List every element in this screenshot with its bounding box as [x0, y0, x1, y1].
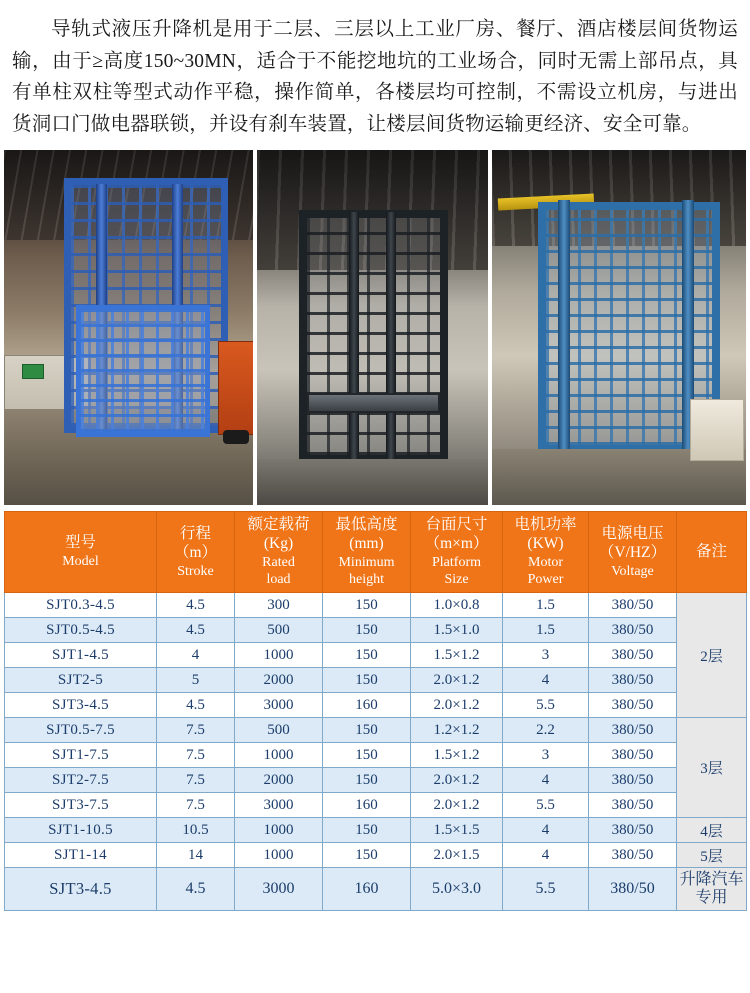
cell-size: 1.5×1.0	[411, 618, 503, 643]
cell-height: 150	[323, 618, 411, 643]
header-load-unit: (Kg)	[263, 535, 294, 553]
intro-description	[0, 0, 750, 150]
header-size-cn: 台面尺寸	[425, 516, 488, 534]
cell-remark-2-floor: 2层	[677, 593, 747, 718]
cell-load: 2000	[235, 668, 323, 693]
cell-size: 1.5×1.2	[411, 743, 503, 768]
column-header-remark	[677, 512, 747, 593]
header-stroke-cn: 行程	[179, 524, 211, 542]
cell-stroke: 7.5	[157, 743, 235, 768]
cell-power: 4	[503, 843, 589, 868]
cell-load: 300	[235, 593, 323, 618]
table-row	[5, 868, 747, 911]
cell-voltage: 380/50	[589, 618, 677, 643]
photo1-forklift	[218, 341, 253, 435]
photo2-guide-rail-left	[349, 212, 359, 461]
cell-model: SJT0.5-7.5	[5, 718, 157, 743]
cell-stroke: 4.5	[157, 693, 235, 718]
table-row	[5, 618, 747, 643]
photo3-stored-goods	[690, 399, 744, 461]
header-power-unit: (KW)	[527, 535, 564, 553]
cell-stroke: 4.5	[157, 618, 235, 643]
cell-power: 4	[503, 668, 589, 693]
cell-load: 3000	[235, 793, 323, 818]
cell-height: 150	[323, 593, 411, 618]
header-size-en1: Platform	[432, 555, 481, 571]
cell-power: 1.5	[503, 593, 589, 618]
cell-model: SJT1-4.5	[5, 643, 157, 668]
cell-model: SJT1-10.5	[5, 818, 157, 843]
table-row	[5, 693, 747, 718]
cell-model: SJT0.3-4.5	[5, 593, 157, 618]
cell-voltage: 380/50	[589, 868, 677, 911]
header-power-en1: Motor	[528, 555, 563, 571]
header-load-cn: 额定载荷	[247, 516, 310, 534]
header-voltage-unit: （V/HZ）	[598, 543, 667, 561]
table-row	[5, 668, 747, 693]
cell-load: 1000	[235, 743, 323, 768]
cell-load: 1000	[235, 843, 323, 868]
cell-stroke: 7.5	[157, 793, 235, 818]
photo2-floor	[257, 459, 488, 505]
cell-height: 150	[323, 668, 411, 693]
intro-paragraph: 导轨式液压升降机是用于二层、三层以上工业厂房、餐厅、酒店楼层间货物运输，由于≥高度150~30MN，适合于不能挖地坑的工业场合，同时无需上部吊点，具有单柱双柱等型式动作平稳，操作简单，各楼层均可控制，不需设立机房，与进出货洞口门做电器联锁，并设有刹车装置，让楼层间货物运输更经济、安全可靠。	[12, 19, 738, 135]
photo3-guide-rail-left	[558, 200, 570, 455]
header-load-en1: Rated	[262, 555, 295, 571]
cell-size: 2.0×1.2	[411, 668, 503, 693]
photo1-green-sign	[22, 364, 44, 379]
cell-size: 2.0×1.5	[411, 843, 503, 868]
cell-load: 500	[235, 718, 323, 743]
cell-voltage: 380/50	[589, 693, 677, 718]
cell-stroke: 4	[157, 643, 235, 668]
header-model-en: Model	[62, 554, 99, 570]
cell-height: 150	[323, 768, 411, 793]
header-voltage-cn: 电源电压	[601, 524, 664, 542]
cell-height: 150	[323, 718, 411, 743]
cell-voltage: 380/50	[589, 718, 677, 743]
cell-model: SJT3-4.5	[5, 868, 157, 911]
column-header-motor-power	[503, 512, 589, 593]
header-size-en2: Size	[444, 572, 469, 588]
cell-model: SJT1-14	[5, 843, 157, 868]
table-header-row	[5, 512, 747, 593]
cell-size: 1.5×1.2	[411, 643, 503, 668]
spec-table-wrapper	[0, 505, 750, 915]
table-row	[5, 818, 747, 843]
cell-size: 1.5×1.5	[411, 818, 503, 843]
header-power-en2: Power	[527, 572, 564, 588]
cell-load: 2000	[235, 768, 323, 793]
header-height-en2: height	[349, 572, 384, 588]
cell-load: 3000	[235, 868, 323, 911]
cell-stroke: 4.5	[157, 593, 235, 618]
photo2-platform	[307, 393, 440, 413]
cell-model: SJT1-7.5	[5, 743, 157, 768]
column-header-model	[5, 512, 157, 593]
header-remark-cn: 备注	[695, 542, 727, 560]
cell-remark-3-floor: 3层	[677, 718, 747, 818]
photo-dark-frame-hydraulic-lift	[257, 150, 488, 505]
specification-table	[4, 511, 747, 911]
photo2-lift-frame	[299, 210, 448, 463]
cell-voltage: 380/50	[589, 818, 677, 843]
cell-power: 5.5	[503, 693, 589, 718]
column-header-platform-size	[411, 512, 503, 593]
table-row	[5, 718, 747, 743]
cell-model: SJT3-4.5	[5, 693, 157, 718]
header-power-cn: 电机功率	[514, 516, 577, 534]
cell-load: 1000	[235, 643, 323, 668]
cell-power: 5.5	[503, 868, 589, 911]
cell-voltage: 380/50	[589, 843, 677, 868]
cell-power: 3	[503, 743, 589, 768]
table-row	[5, 793, 747, 818]
cell-model: SJT0.5-4.5	[5, 618, 157, 643]
cell-height: 150	[323, 818, 411, 843]
cell-height: 160	[323, 868, 411, 911]
cell-voltage: 380/50	[589, 668, 677, 693]
cell-stroke: 14	[157, 843, 235, 868]
cell-voltage: 380/50	[589, 593, 677, 618]
header-height-en1: Minimum	[338, 555, 395, 571]
cell-voltage: 380/50	[589, 643, 677, 668]
remark-car-lift-line1: 升降汽车	[679, 870, 744, 888]
cell-remark-4-floor: 4层	[677, 818, 747, 843]
cell-load: 1000	[235, 818, 323, 843]
cell-stroke: 7.5	[157, 718, 235, 743]
cell-size: 2.0×1.2	[411, 768, 503, 793]
photo2-guide-rail-right	[386, 212, 396, 461]
header-stroke-en: Stroke	[177, 563, 214, 579]
table-body	[5, 593, 747, 911]
header-height-cn: 最低高度	[335, 516, 398, 534]
cell-model: SJT2-5	[5, 668, 157, 693]
cell-power: 2.2	[503, 718, 589, 743]
header-stroke-unit: （m）	[173, 543, 218, 561]
cell-height: 160	[323, 793, 411, 818]
column-header-minimum-height	[323, 512, 411, 593]
header-size-unit: （m×m）	[424, 535, 489, 553]
cell-load: 500	[235, 618, 323, 643]
cell-stroke: 4.5	[157, 868, 235, 911]
cell-remark-car-lift	[677, 868, 747, 911]
cell-model: SJT2-7.5	[5, 768, 157, 793]
table-row	[5, 593, 747, 618]
cell-height: 160	[323, 693, 411, 718]
cell-power: 3	[503, 643, 589, 668]
photo1-cargo-cage	[76, 305, 210, 437]
photo-blue-cage-goods-lift	[492, 150, 746, 505]
cell-model: SJT3-7.5	[5, 793, 157, 818]
cell-size: 5.0×3.0	[411, 868, 503, 911]
cell-remark-5-floor: 5层	[677, 843, 747, 868]
cell-size: 1.0×0.8	[411, 593, 503, 618]
cell-voltage: 380/50	[589, 793, 677, 818]
cell-size: 2.0×1.2	[411, 693, 503, 718]
header-load-en2: load	[266, 572, 291, 588]
header-height-unit: (mm)	[349, 535, 384, 553]
cell-voltage: 380/50	[589, 743, 677, 768]
cell-stroke: 10.5	[157, 818, 235, 843]
photo-blue-guide-rail-lift-in-workshop	[4, 150, 253, 505]
cell-power: 4	[503, 818, 589, 843]
cell-size: 1.2×1.2	[411, 718, 503, 743]
header-model-cn: 型号	[64, 534, 96, 552]
cell-stroke: 5	[157, 668, 235, 693]
product-photo-strip	[0, 150, 750, 505]
cell-power: 5.5	[503, 793, 589, 818]
column-header-voltage	[589, 512, 677, 593]
cell-height: 150	[323, 743, 411, 768]
table-row	[5, 843, 747, 868]
cell-voltage: 380/50	[589, 768, 677, 793]
table-row	[5, 643, 747, 668]
table-row	[5, 768, 747, 793]
table-row	[5, 743, 747, 768]
remark-car-lift-line2: 专用	[695, 889, 728, 907]
cell-power: 4	[503, 768, 589, 793]
cell-height: 150	[323, 643, 411, 668]
cell-stroke: 7.5	[157, 768, 235, 793]
cell-power: 1.5	[503, 618, 589, 643]
cell-size: 2.0×1.2	[411, 793, 503, 818]
cell-load: 3000	[235, 693, 323, 718]
cell-height: 150	[323, 843, 411, 868]
header-voltage-en1: Voltage	[611, 563, 654, 579]
column-header-rated-load	[235, 512, 323, 593]
column-header-stroke	[157, 512, 235, 593]
